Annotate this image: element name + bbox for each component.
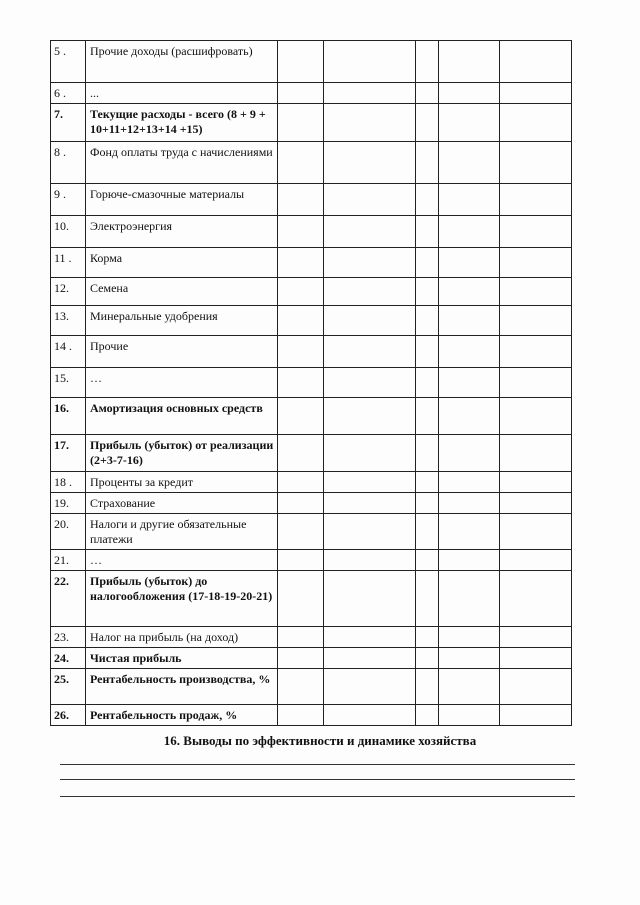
table-row — [51, 648, 572, 669]
row-label: Текущие расходы - всего (8 + 9 + 10+11+12+13+14 +15) — [86, 104, 278, 142]
row-label: … — [86, 368, 278, 398]
value-cell[interactable] — [500, 514, 572, 550]
table-row — [51, 669, 572, 705]
row-number: 12. — [51, 278, 86, 306]
value-cell[interactable] — [278, 83, 324, 104]
value-cell[interactable] — [416, 336, 439, 368]
value-cell[interactable] — [500, 669, 572, 705]
row-label: ... — [86, 83, 278, 104]
value-cell[interactable] — [324, 472, 416, 493]
value-cell[interactable] — [500, 368, 572, 398]
table-row — [51, 550, 572, 571]
row-label: Прочие доходы (расшифровать) — [86, 41, 278, 83]
value-cell[interactable] — [439, 705, 500, 726]
value-cell[interactable] — [416, 435, 439, 472]
value-cell[interactable] — [278, 398, 324, 435]
value-cell[interactable] — [416, 669, 439, 705]
table-row — [51, 435, 572, 472]
value-cell[interactable] — [439, 216, 500, 248]
table-row — [51, 705, 572, 726]
value-cell[interactable] — [278, 571, 324, 627]
row-number: 24. — [51, 648, 86, 669]
row-label: Электроэнергия — [86, 216, 278, 248]
value-cell[interactable] — [278, 435, 324, 472]
value-cell[interactable] — [324, 104, 416, 142]
value-cell[interactable] — [439, 435, 500, 472]
value-cell[interactable] — [500, 216, 572, 248]
value-cell[interactable] — [500, 306, 572, 336]
table-row — [51, 184, 572, 216]
value-cell[interactable] — [324, 83, 416, 104]
table-row — [51, 336, 572, 368]
row-label: Корма — [86, 248, 278, 278]
value-cell[interactable] — [278, 705, 324, 726]
row-number: 8 . — [51, 142, 86, 184]
value-cell[interactable] — [416, 83, 439, 104]
row-label: Проценты за кредит — [86, 472, 278, 493]
row-label: Налог на прибыль (на доход) — [86, 627, 278, 648]
table-row — [51, 248, 572, 278]
value-cell[interactable] — [324, 216, 416, 248]
value-cell[interactable] — [278, 306, 324, 336]
value-cell[interactable] — [416, 142, 439, 184]
conclusion-line-1 — [60, 764, 575, 765]
table-row — [51, 142, 572, 184]
row-number: 9 . — [51, 184, 86, 216]
value-cell[interactable] — [500, 705, 572, 726]
value-cell[interactable] — [439, 514, 500, 550]
row-number: 10. — [51, 216, 86, 248]
value-cell[interactable] — [439, 472, 500, 493]
value-cell[interactable] — [416, 705, 439, 726]
value-cell[interactable] — [324, 648, 416, 669]
row-number: 16. — [51, 398, 86, 435]
row-label: Прибыль (убыток) от реализации (2+3-7-16) — [86, 435, 278, 472]
value-cell[interactable] — [324, 336, 416, 368]
value-cell[interactable] — [500, 550, 572, 571]
table-row — [51, 514, 572, 550]
value-cell[interactable] — [416, 514, 439, 550]
value-cell[interactable] — [416, 41, 439, 83]
value-cell[interactable] — [439, 669, 500, 705]
section-title: 16. Выводы по эффективности и динамике хозяйства — [163, 733, 477, 748]
row-label: … — [86, 550, 278, 571]
financial-results-table — [50, 40, 572, 726]
row-number: 25. — [51, 669, 86, 705]
row-number: 22. — [51, 571, 86, 627]
value-cell[interactable] — [416, 493, 439, 514]
value-cell[interactable] — [416, 306, 439, 336]
value-cell[interactable] — [324, 550, 416, 571]
row-label: Прочие — [86, 336, 278, 368]
row-number: 13. — [51, 306, 86, 336]
value-cell[interactable] — [416, 627, 439, 648]
table-body — [51, 41, 572, 726]
value-cell[interactable] — [500, 398, 572, 435]
value-cell[interactable] — [500, 184, 572, 216]
value-cell[interactable] — [500, 104, 572, 142]
row-number: 23. — [51, 627, 86, 648]
row-label: Амортизация основных средств — [86, 398, 278, 435]
value-cell[interactable] — [416, 248, 439, 278]
value-cell[interactable] — [439, 142, 500, 184]
value-cell[interactable] — [278, 368, 324, 398]
value-cell[interactable] — [324, 435, 416, 472]
value-cell[interactable] — [278, 472, 324, 493]
value-cell[interactable] — [278, 104, 324, 142]
value-cell[interactable] — [278, 493, 324, 514]
value-cell[interactable] — [278, 41, 324, 83]
value-cell[interactable] — [324, 627, 416, 648]
table-row — [51, 368, 572, 398]
value-cell[interactable] — [324, 306, 416, 336]
value-cell[interactable] — [439, 83, 500, 104]
value-cell[interactable] — [416, 278, 439, 306]
row-number: 7. — [51, 104, 86, 142]
row-number: 20. — [51, 514, 86, 550]
row-label: Налоги и другие обязательные платежи — [86, 514, 278, 550]
value-cell[interactable] — [278, 669, 324, 705]
row-label: Рентабельность продаж, % — [86, 705, 278, 726]
value-cell[interactable] — [324, 705, 416, 726]
value-cell[interactable] — [416, 571, 439, 627]
value-cell[interactable] — [439, 368, 500, 398]
row-label: Фонд оплаты труда с начислениями — [86, 142, 278, 184]
table-row — [51, 278, 572, 306]
value-cell[interactable] — [324, 669, 416, 705]
table-row — [51, 571, 572, 627]
value-cell[interactable] — [278, 514, 324, 550]
row-number: 21. — [51, 550, 86, 571]
table-row — [51, 472, 572, 493]
value-cell[interactable] — [439, 398, 500, 435]
value-cell[interactable] — [324, 398, 416, 435]
row-label: Горюче-смазочные материалы — [86, 184, 278, 216]
value-cell[interactable] — [416, 216, 439, 248]
value-cell[interactable] — [278, 550, 324, 571]
value-cell[interactable] — [324, 184, 416, 216]
table-row — [51, 83, 572, 104]
value-cell[interactable] — [416, 472, 439, 493]
row-number: 17. — [51, 435, 86, 472]
value-cell[interactable] — [439, 493, 500, 514]
row-number: 14 . — [51, 336, 86, 368]
value-cell[interactable] — [324, 248, 416, 278]
value-cell[interactable] — [278, 648, 324, 669]
value-cell[interactable] — [500, 336, 572, 368]
value-cell[interactable] — [500, 627, 572, 648]
row-label: Чистая прибыль — [86, 648, 278, 669]
row-number: 15. — [51, 368, 86, 398]
value-cell[interactable] — [278, 336, 324, 368]
row-number: 11 . — [51, 248, 86, 278]
value-cell[interactable] — [324, 41, 416, 83]
value-cell[interactable] — [278, 278, 324, 306]
row-number: 19. — [51, 493, 86, 514]
value-cell[interactable] — [500, 571, 572, 627]
value-cell[interactable] — [324, 514, 416, 550]
row-label: Прибыль (убыток) до налогообложения (17-18-19-20-21) — [86, 571, 278, 627]
value-cell[interactable] — [439, 278, 500, 306]
row-label: Минеральные удобрения — [86, 306, 278, 336]
value-cell[interactable] — [278, 142, 324, 184]
value-cell[interactable] — [500, 493, 572, 514]
row-label: Семена — [86, 278, 278, 306]
row-label: Рентабельность производства, % — [86, 669, 278, 705]
value-cell[interactable] — [439, 571, 500, 627]
value-cell[interactable] — [439, 648, 500, 669]
value-cell[interactable] — [416, 184, 439, 216]
value-cell[interactable] — [324, 571, 416, 627]
table-row — [51, 493, 572, 514]
row-label: Страхование — [86, 493, 278, 514]
value-cell[interactable] — [324, 142, 416, 184]
value-cell[interactable] — [324, 493, 416, 514]
table-row — [51, 104, 572, 142]
table-row — [51, 627, 572, 648]
value-cell[interactable] — [500, 248, 572, 278]
value-cell[interactable] — [278, 248, 324, 278]
value-cell[interactable] — [439, 184, 500, 216]
value-cell[interactable] — [416, 104, 439, 142]
value-cell[interactable] — [416, 648, 439, 669]
value-cell[interactable] — [416, 398, 439, 435]
value-cell[interactable] — [439, 306, 500, 336]
value-cell[interactable] — [439, 627, 500, 648]
value-cell[interactable] — [278, 216, 324, 248]
value-cell[interactable] — [500, 83, 572, 104]
row-number: 6 . — [51, 83, 86, 104]
table-row — [51, 306, 572, 336]
conclusion-line-2 — [60, 779, 575, 780]
value-cell[interactable] — [500, 435, 572, 472]
value-cell[interactable] — [439, 248, 500, 278]
conclusion-line-3 — [60, 796, 575, 797]
row-number: 26. — [51, 705, 86, 726]
value-cell[interactable] — [416, 550, 439, 571]
value-cell[interactable] — [500, 278, 572, 306]
value-cell[interactable] — [500, 41, 572, 83]
table-row — [51, 41, 572, 83]
value-cell[interactable] — [278, 184, 324, 216]
value-cell[interactable] — [324, 368, 416, 398]
value-cell[interactable] — [439, 336, 500, 368]
value-cell[interactable] — [278, 627, 324, 648]
table-row — [51, 216, 572, 248]
value-cell[interactable] — [500, 472, 572, 493]
row-number: 5 . — [51, 41, 86, 83]
value-cell[interactable] — [500, 142, 572, 184]
value-cell[interactable] — [439, 550, 500, 571]
value-cell[interactable] — [439, 104, 500, 142]
table-row — [51, 398, 572, 435]
value-cell[interactable] — [416, 368, 439, 398]
value-cell[interactable] — [324, 278, 416, 306]
row-number: 18 . — [51, 472, 86, 493]
value-cell[interactable] — [500, 648, 572, 669]
value-cell[interactable] — [439, 41, 500, 83]
